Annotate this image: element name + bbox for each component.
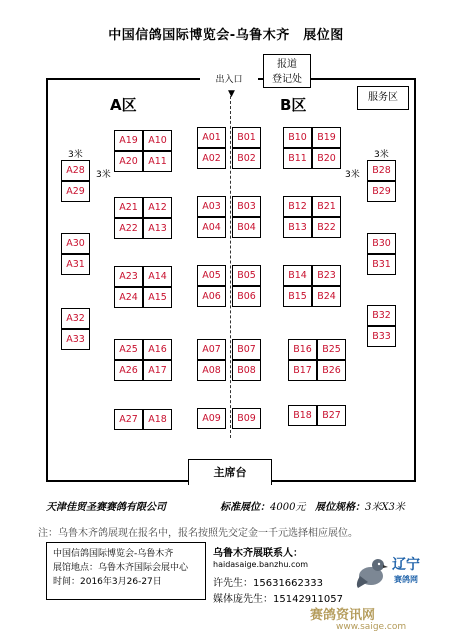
booth: A33	[61, 329, 90, 350]
pigeon-icon	[354, 554, 388, 590]
booth: A27	[114, 409, 143, 430]
booth: A29	[61, 181, 90, 202]
booth: A04	[197, 217, 226, 238]
booth: B06	[232, 286, 261, 307]
booth: B22	[312, 217, 341, 238]
dimension-label: 3米	[96, 170, 111, 180]
price-value: 4000元	[270, 502, 306, 513]
booth: A03	[197, 196, 226, 217]
booth: B28	[367, 160, 396, 181]
booth: A23	[114, 266, 143, 287]
booth: B12	[283, 196, 312, 217]
page-title: 中国信鸽国际博览会-乌鲁木齐 展位图	[108, 28, 344, 43]
contact-url[interactable]: haidasaige.banzhu.com	[213, 560, 309, 569]
booth: A28	[61, 160, 90, 181]
booth: B14	[283, 265, 312, 286]
size-value: 3米X3米	[365, 502, 405, 513]
booth: B13	[283, 217, 312, 238]
booth: B33	[367, 326, 396, 347]
booth: A26	[114, 360, 143, 381]
booth: A17	[143, 360, 172, 381]
booth: B29	[367, 181, 396, 202]
booth: B04	[232, 217, 261, 238]
booth: A01	[197, 127, 226, 148]
booth: A16	[143, 339, 172, 360]
booth: A02	[197, 148, 226, 169]
booth: B23	[312, 265, 341, 286]
service-area: 服务区	[357, 86, 409, 110]
contact-phone: 媒体庞先生：15142911057	[213, 594, 343, 605]
booth: B19	[312, 127, 341, 148]
zone-b-label: B区	[280, 96, 307, 114]
booth: A09	[197, 408, 226, 429]
booth: B10	[283, 127, 312, 148]
price-info	[220, 498, 405, 513]
entrance-label: 出入口	[200, 72, 258, 88]
event-date: 时间：2016年3月26-27日	[53, 577, 162, 587]
watermark-url: www.saige.com	[336, 622, 407, 632]
registration-line-1: 报道	[277, 59, 297, 70]
booth: A12	[143, 197, 172, 218]
exhibition-hall	[46, 78, 416, 482]
event-name: 中国信鸽国际博览会-乌鲁木齐	[53, 549, 174, 559]
organizer-name: 天津佳贸圣赛赛鸽有限公司	[46, 502, 166, 513]
booth: B27	[317, 405, 346, 426]
size-label: 展位规格：	[315, 502, 365, 513]
booth: B26	[317, 360, 346, 381]
booth: A15	[143, 287, 172, 308]
booth: A05	[197, 265, 226, 286]
booth: B01	[232, 127, 261, 148]
logo-subtitle: 赛鸽网	[394, 575, 418, 584]
dimension-label: 3米	[68, 150, 83, 160]
booth: A19	[114, 130, 143, 151]
booth: B17	[288, 360, 317, 381]
registration-note: 注：乌鲁木齐鸽展现在报名中，报名按照先交定金一千元选择相应展位。	[38, 528, 358, 539]
main-stage: 主席台	[188, 459, 272, 485]
dimension-label: 3米	[345, 170, 360, 180]
dimension-label: 3米	[374, 150, 389, 160]
booth: A14	[143, 266, 172, 287]
registration-line-2: 登记处	[272, 74, 302, 85]
booth: A31	[61, 254, 90, 275]
zone-a-label: A区	[110, 96, 137, 114]
booth: B18	[288, 405, 317, 426]
booth: A10	[143, 130, 172, 151]
booth: B21	[312, 196, 341, 217]
booth: A22	[114, 218, 143, 239]
booth: B20	[312, 148, 341, 169]
booth: A32	[61, 308, 90, 329]
booth: B15	[283, 286, 312, 307]
booth: A13	[143, 218, 172, 239]
center-aisle-line	[230, 96, 231, 438]
booth: A18	[143, 409, 172, 430]
booth: A06	[197, 286, 226, 307]
booth: A30	[61, 233, 90, 254]
booth: B11	[283, 148, 312, 169]
booth: B05	[232, 265, 261, 286]
booth: A08	[197, 360, 226, 381]
booth: B25	[317, 339, 346, 360]
booth: B30	[367, 233, 396, 254]
booth: A24	[114, 287, 143, 308]
booth: A25	[114, 339, 143, 360]
booth: A20	[114, 151, 143, 172]
booth: B08	[232, 360, 261, 381]
entrance-arrow-icon: ▼	[228, 89, 235, 99]
booth: A11	[143, 151, 172, 172]
booth: B16	[288, 339, 317, 360]
watermark-text: 赛鸽资讯网	[310, 608, 376, 623]
logo-title: 辽宁	[392, 557, 420, 573]
contact-title: 乌鲁木齐展联系人：	[213, 548, 303, 559]
booth: B24	[312, 286, 341, 307]
price-label: 标准展位：	[220, 502, 270, 513]
booth: B03	[232, 196, 261, 217]
booth: B07	[232, 339, 261, 360]
booth: B09	[232, 408, 261, 429]
event-venue: 展馆地点：乌鲁木齐国际会展中心	[53, 563, 189, 573]
contact-phone: 许先生：15631662333	[213, 578, 323, 589]
registration-desk	[263, 54, 311, 88]
booth: A21	[114, 197, 143, 218]
booth: B31	[367, 254, 396, 275]
event-info-box	[46, 542, 206, 600]
booth: B02	[232, 148, 261, 169]
booth: B32	[367, 305, 396, 326]
booth: A07	[197, 339, 226, 360]
